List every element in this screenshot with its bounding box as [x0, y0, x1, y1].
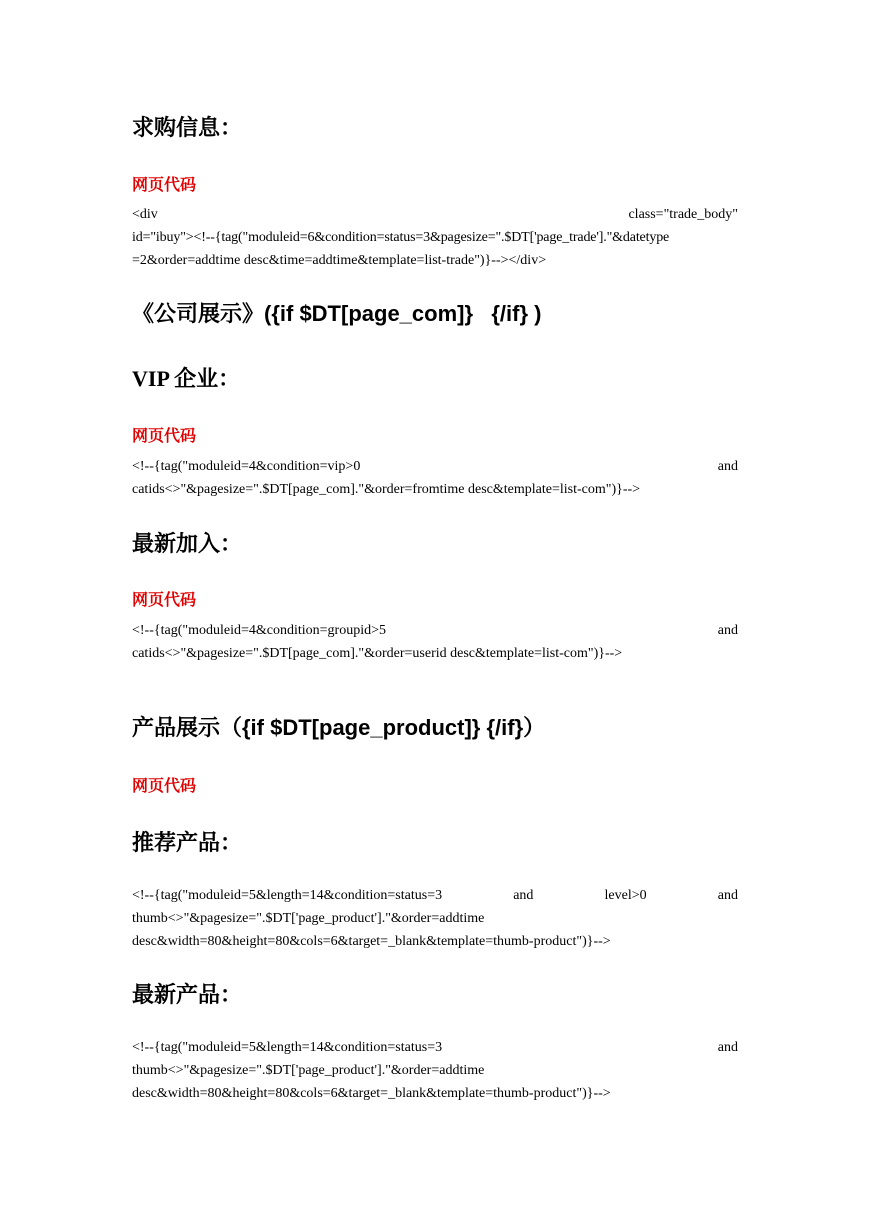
code-line: catids<>"&pagesize=".$DT[page_com]."&order=fromtime desc&template=list-com")}-->: [132, 482, 641, 497]
code-fragment: and: [717, 1040, 738, 1055]
code-line: desc&width=80&height=80&cols=6&target=_blank&template=thumb-product")}-->: [132, 934, 611, 949]
heading-product: 产品展示（{if $DT[page_product]} {/if}）: [132, 715, 546, 740]
code-line: [132, 1036, 738, 1059]
code-line: thumb<>"&pagesize=".$DT['page_product']."&order=addtime: [132, 911, 485, 926]
code-fragment: <!--{tag("moduleid=4&condition=groupid>5: [132, 623, 386, 638]
heading-company: 《公司展示》({if $DT[page_com]} {/if} ): [132, 301, 542, 326]
code-fragment: level>0: [604, 888, 647, 903]
label-web-code: 网页代码: [132, 590, 197, 609]
code-block-latest-product: [132, 1036, 738, 1105]
code-line: [132, 884, 738, 907]
label-web-code: 网页代码: [132, 426, 197, 445]
code-line: [132, 455, 738, 478]
code-line: catids<>"&pagesize=".$DT[page_com]."&order=userid desc&template=list-com")}-->: [132, 646, 623, 661]
code-fragment: class="trade_body": [628, 207, 738, 222]
label-web-code: 网页代码: [132, 776, 197, 795]
code-line: [132, 619, 738, 642]
code-block-newest: [132, 619, 738, 665]
heading-recommend: 推荐产品：: [132, 830, 243, 855]
code-fragment: and: [513, 888, 534, 903]
code-fragment: <!--{tag("moduleid=5&length=14&condition=status=3: [132, 888, 443, 903]
code-block-recommend: [132, 884, 738, 953]
code-fragment: and: [717, 623, 738, 638]
code-line: desc&width=80&height=80&cols=6&target=_blank&template=thumb-product")}-->: [132, 1086, 611, 1101]
code-block-buy-info: [132, 203, 738, 272]
code-fragment: <!--{tag("moduleid=5&length=14&condition=status=3: [132, 1040, 443, 1055]
code-line: =2&order=addtime desc&time=addtime&template=list-trade")}--></div>: [132, 253, 547, 268]
heading-newest: 最新加入：: [132, 531, 243, 556]
heading-buy-info: 求购信息：: [132, 115, 243, 140]
heading-vip: VIP 企业：: [132, 366, 241, 391]
code-line: thumb<>"&pagesize=".$DT['page_product']."&order=addtime: [132, 1063, 485, 1078]
heading-latest-product: 最新产品：: [132, 982, 243, 1007]
code-fragment: and: [717, 888, 738, 903]
code-line: id="ibuy"><!--{tag("moduleid=6&condition=status=3&pagesize=".$DT['page_trade']."&datetype: [132, 230, 670, 245]
label-web-code: 网页代码: [132, 175, 197, 194]
code-fragment: and: [717, 459, 738, 474]
code-fragment: <div: [132, 207, 158, 222]
code-line: [132, 203, 738, 226]
code-fragment: <!--{tag("moduleid=4&condition=vip>0: [132, 459, 361, 474]
code-block-vip: [132, 455, 738, 501]
